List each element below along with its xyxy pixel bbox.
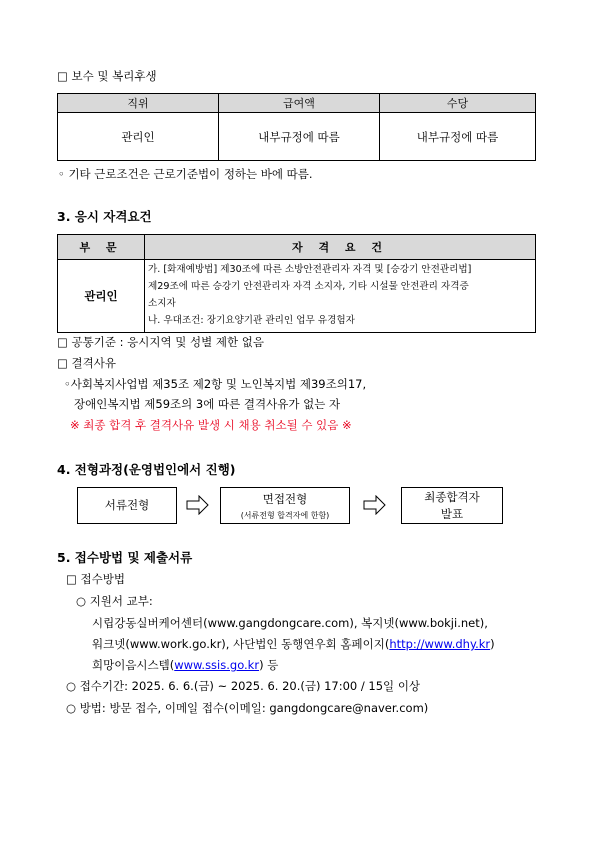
disqualification-line1: ◦사회복지사업법 제35조 제2항 및 노인복지법 제39조의17, <box>64 377 367 391</box>
dhy-homepage-link[interactable]: http://www.dhy.kr <box>389 637 491 651</box>
condition-line: 소지자 <box>148 298 176 309</box>
process-step-final-line1: 최종합격자 <box>424 490 480 504</box>
pay-col-position: 직위 <box>58 94 219 113</box>
section4-heading: 4. 전형과정(운영법인에서 진행) <box>57 462 236 477</box>
disqualification-line2: 장애인복지법 제59조의 3에 따른 결격사유가 없는 자 <box>74 397 341 411</box>
condition-line: 나. 우대조건: 장기요양기관 관리인 업무 유경험자 <box>148 315 355 326</box>
pay-cell-allowance: 내부규정에 따름 <box>380 113 536 161</box>
process-step-interview-label: 면접전형 <box>262 492 308 506</box>
application-sites-line2-text: 워크넷(www.work.go.kr), 사단법인 동행연우회 홈페이지( <box>92 637 390 651</box>
receipt-subheading: □ 접수방법 <box>66 572 125 586</box>
req-col-dept: 부 문 <box>58 235 145 260</box>
pay-col-allowance: 수당 <box>380 94 536 113</box>
pay-heading: □ 보수 및 복리후생 <box>57 69 157 83</box>
pay-cell-salary: 내부규정에 따름 <box>219 113 380 161</box>
requirements-table <box>57 234 536 333</box>
common-criteria: □ 공통기준 : 응시지역 및 성별 제한 없음 <box>57 335 264 349</box>
arrow-right-icon <box>363 495 387 515</box>
condition-line: 가. [화재예방법] 제30조에 따른 소방안전관리자 자격 및 [승강기 안전관리법] <box>148 264 472 275</box>
process-step-final <box>401 487 503 524</box>
disqualification-heading: □ 결격사유 <box>57 356 116 370</box>
application-sites-line2-close: ) <box>490 637 495 651</box>
req-cell-condition <box>145 260 536 333</box>
application-sites-line3 <box>92 657 278 673</box>
condition-line: 제29조에 따른 승강기 안전관리자 자격 소지자, 기타 시설물 안전관리 자격증 <box>148 281 469 292</box>
application-method: ○ 방법: 방문 접수, 이메일 접수(이메일: gangdongcare@naver.com) <box>66 701 429 715</box>
warning-note: ※ 최종 합격 후 결격사유 발생 시 채용 취소될 수 있음 ※ <box>70 418 352 432</box>
section5-heading: 5. 접수방법 및 제출서류 <box>57 550 193 565</box>
application-sites-line3-close: ) 등 <box>259 658 279 672</box>
pay-col-salary: 급여액 <box>219 94 380 113</box>
arrow-right-icon <box>186 495 210 515</box>
application-label: ○ 지원서 교부: <box>76 594 153 608</box>
application-period: ○ 접수기간: 2025. 6. 6.(금) ~ 2025. 6. 20.(금) 17:00 / 15일 이상 <box>66 679 421 693</box>
application-sites-line1: 시립강동실버케어센터(www.gangdongcare.com), 복지넷(www.bokji.net), <box>92 616 488 630</box>
pay-note: ◦ 기타 근로조건은 근로기준법이 정하는 바에 따름. <box>58 167 313 181</box>
process-step-final-line2: 발표 <box>440 507 464 521</box>
req-cell-dept: 관리인 <box>58 260 145 333</box>
application-sites-line2 <box>92 636 495 652</box>
req-col-condition: 자 격 요 건 <box>145 235 536 260</box>
process-step-document <box>77 487 177 524</box>
pay-table <box>57 93 536 161</box>
process-step-document-label: 서류전형 <box>104 498 150 512</box>
process-step-interview <box>220 487 350 524</box>
ssis-link[interactable]: www.ssis.go.kr <box>174 658 260 672</box>
application-sites-line3-text: 희망이음시스템( <box>92 658 175 672</box>
pay-cell-position: 관리인 <box>58 113 219 161</box>
section3-heading: 3. 응시 자격요건 <box>57 209 152 224</box>
process-step-interview-sub: (서류전형 합격자에 한함) <box>240 511 330 520</box>
